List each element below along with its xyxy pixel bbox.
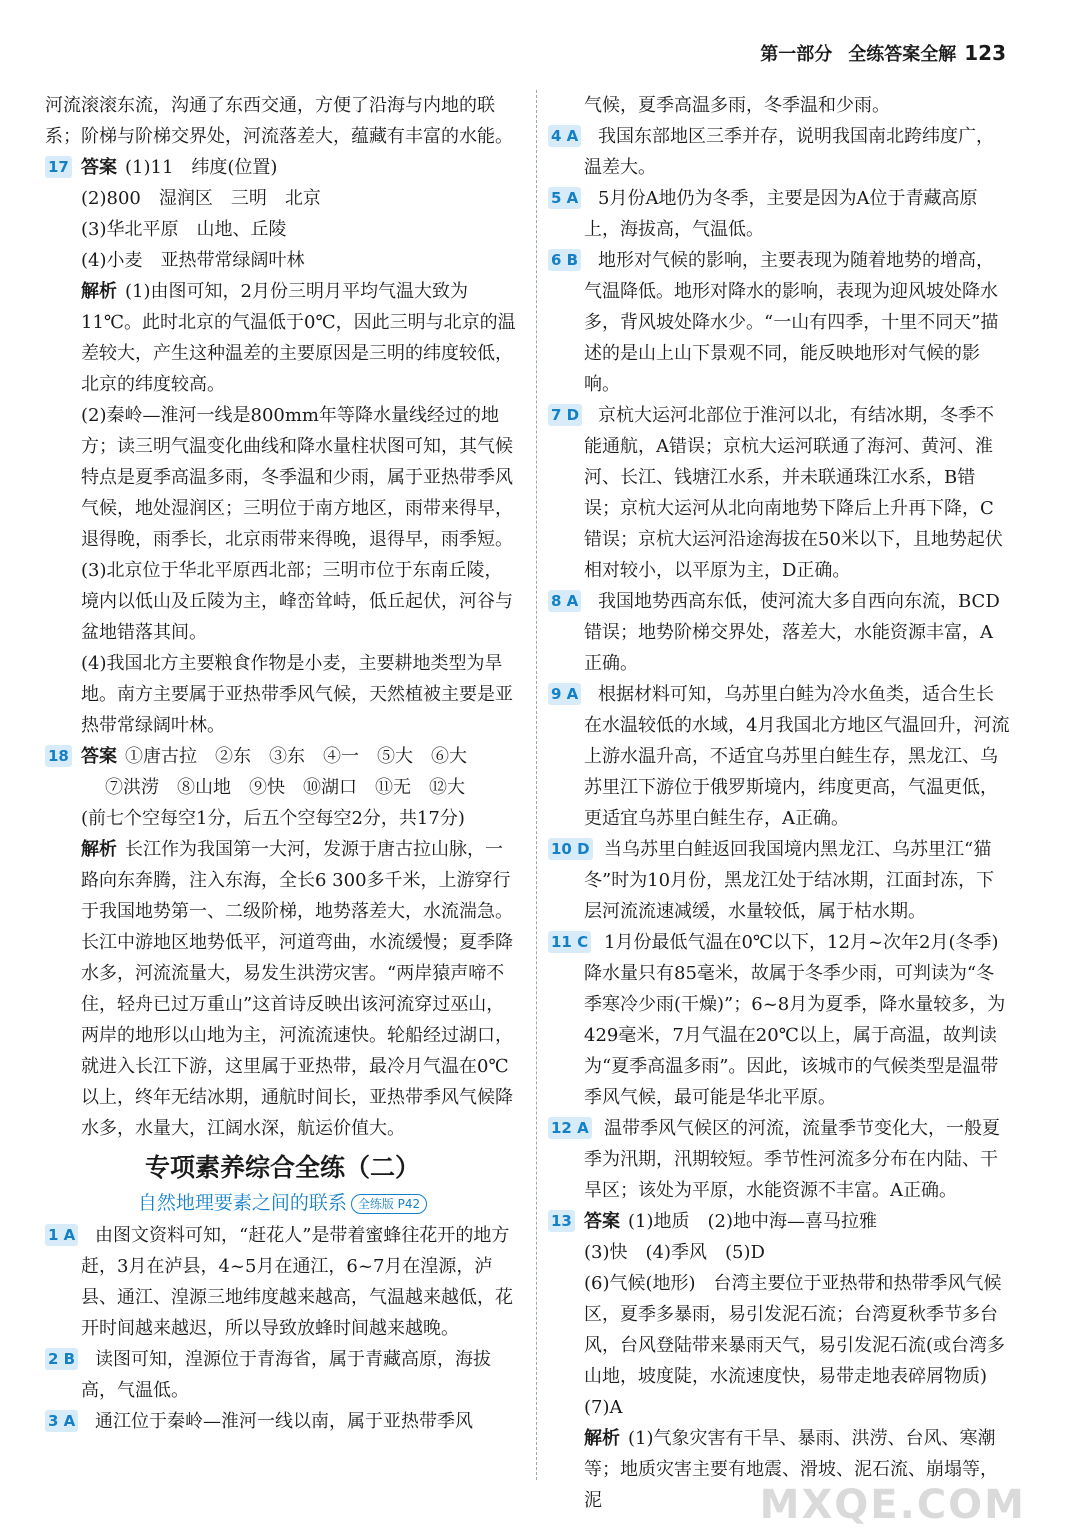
question-text: 通江位于秦岭—淮河一线以南，属于亚热带季风: [95, 1411, 473, 1432]
answer-line: (6)气候(地形) 台湾主要位于亚热带和热带季风气候区，夏季多暴雨，易引发泥石流；台湾夏秋季节多台风，台风登陆带来暴雨天气，易引发泥石流(或台湾多山地，坡度陡，水流速度快，易带走地表碎屑物质): [584, 1273, 1006, 1387]
question-number: 12 A: [548, 1117, 592, 1139]
question-number: 9 A: [548, 683, 581, 705]
question-9: [548, 679, 1010, 834]
question-text: 京杭大运河北部位于淮河以北，有结冰期，冬季不能通航，A错误；京杭大运河联通了海河、黄河、淮河、长江、钱塘江水系，并未联通珠江水系，B错误；京杭大运河从北向南地势下降后上升再下降，C错误；京杭大运河沿途海拔在50米以下，且地势起伏相对较小，以平原为主，D正确。: [584, 405, 1003, 581]
answer-line: (1)11 纬度(位置): [125, 157, 278, 178]
question-5: [548, 183, 1010, 245]
answer-letter: D: [577, 840, 590, 858]
score-note: (前七个空每空1分，后五个空每空2分，共17分): [81, 808, 465, 829]
question-17: [45, 152, 520, 741]
question-7: [548, 400, 1010, 586]
question-10: [548, 834, 1010, 927]
answer-line: (3)华北平原 山地、丘陵: [81, 219, 287, 240]
header-part: 第一部分: [760, 44, 833, 65]
answer-line: (7)A: [584, 1397, 623, 1418]
question-text: 读图可知，湟源位于青海省，属于青藏高原，海拔高，气温低。: [81, 1349, 491, 1401]
answer-letter: C: [577, 933, 589, 951]
analysis-text: (2)秦岭—淮河一线是800mm年等降水量线经过的地方；读三明气温变化曲线和降水量柱状图可知，其气候特点是夏季高温多雨，冬季温和少雨，属于亚热带季风气候，地处湿润区；三明位于南方地区，雨带来得早，退得晚，雨季长，北京雨带来得晚，退得早，雨季短。: [81, 405, 513, 550]
left-column: [45, 90, 520, 1437]
question-text: 当乌苏里白鲑返回我国境内黑龙江、乌苏里江“猫冬”时为10月份，黑龙江处于结冰期，江面封冻，下层河流流速减缓，水量较低，属于枯水期。: [584, 839, 995, 922]
page-header: [760, 40, 1006, 66]
question-number: 6 B: [548, 249, 581, 271]
question-number: 10 D: [548, 838, 593, 860]
question-text: 5月份A地仍为冬季，主要是因为A位于青藏高原上，海拔高，气温低。: [584, 188, 978, 240]
answer-letter: A: [63, 1412, 76, 1430]
question-text: 我国地势西高东低，使河流大多自西向东流，BCD错误；地势阶梯交界处，落差大，水能资源丰富，A正确。: [584, 591, 1000, 674]
answer-letter: D: [566, 406, 580, 424]
question-number: 4 A: [548, 125, 581, 147]
question-4: [548, 121, 1010, 183]
question-number: 7 D: [548, 404, 582, 426]
answer-line: ⑦洪涝 ⑧山地 ⑨快 ⑩湖口 ⑪无 ⑫大: [105, 777, 465, 798]
question-6: [548, 245, 1010, 400]
answer-letter: A: [63, 1226, 76, 1244]
answer-letter: A: [577, 1119, 589, 1137]
analysis-text: (1)气象灾害有干旱、暴雨、洪涝、台风、寒潮等；地质灾害主要有地震、滑坡、泥石流、崩塌等，泥: [584, 1428, 998, 1511]
header-book: 全练答案全解: [848, 44, 957, 65]
continued-text: 气候，夏季高温多雨，冬季温和少雨。: [584, 95, 890, 116]
question-number: 8 A: [548, 590, 581, 612]
question-2: [45, 1344, 520, 1406]
question-number: 2 B: [45, 1348, 78, 1370]
question-text: 我国东部地区三季并存，说明我国南北跨纬度广，温差大。: [584, 126, 994, 178]
question-11: [548, 927, 1010, 1113]
question-number: 1 A: [45, 1224, 78, 1246]
question-text: 温带季风气候区的河流，流量季节变化大，一般夏季为汛期，汛期较短。季节性河流多分布在内陆、干旱区；该处为平原，水能资源不丰富。A正确。: [584, 1118, 1000, 1201]
question-text: 地形对气候的影响，主要表现为随着地势的增高，气温降低。地形对降水的影响，表现为迎风坡处降水多，背风坡处降水少。“一山有四季，十里不同天”描述的是山上山下景观不同，能反映地形对气候的影响。: [584, 250, 999, 395]
right-column: [548, 90, 1010, 1516]
analysis-text: (4)我国北方主要粮食作物是小麦，主要耕地类型为旱地。南方主要属于亚热带季风气候，天然植被主要是亚热带常绿阔叶林。: [81, 653, 513, 736]
section-subtitle-text: 自然地理要素之间的联系: [137, 1192, 347, 1214]
question-number: 13: [548, 1210, 575, 1232]
question-text: 根据材料可知，乌苏里白鲑为冷水鱼类，适合生长在水温较低的水域，4月我国北方地区气温回升，河流上游水温升高，不适宜乌苏里白鲑生存，黑龙江、乌苏里江下游位于俄罗斯境内，纬度更高，气温更低，更适宜乌苏里白鲑生存，A正确。: [584, 684, 1010, 829]
answer-letter: A: [566, 127, 579, 145]
answer-line: (3)快 (4)季风 (5)D: [584, 1242, 765, 1263]
answer-line: (1)地质 (2)地中海—喜马拉雅: [628, 1211, 877, 1232]
page-number: 123: [964, 41, 1006, 65]
analysis-tag: 解析: [584, 1428, 620, 1449]
answer-letter: B: [566, 251, 579, 269]
answer-letter: B: [63, 1350, 76, 1368]
answer-tag: 答案: [584, 1211, 620, 1232]
column-divider: [536, 90, 537, 1480]
question-18: [45, 741, 520, 1144]
analysis-text: 长江作为我国第一大河，发源于唐古拉山脉，一路向东奔腾，注入东海，全长6 300多千米，上游穿行于我国地势第一、二级阶梯，地势落差大，水流湍急。长江中游地区地势低平，河道弯曲，水流缓慢；夏季降水多，河流流量大，易发生洪涝灾害。“两岸猿声啼不住，轻舟已过万重山”这首诗反映出该河流穿过巫山，两岸的地形以山地为主，河流流速快。轮船经过湖口，就进入长江下游，这里属于亚热带，最冷月气温在0℃以上，终年无结冰期，通航时间长，亚热带季风气候降水多，水量大，江阔水深，航运价值大。: [81, 839, 513, 1139]
page-ref-badge: 全练版 P42: [351, 1194, 427, 1214]
analysis-text: (1)由图可知，2月份三明月平均气温大致为11℃。此时北京的气温低于0℃，因此三明与北京的温差较大，产生这种温差的主要原因是三明的纬度较低，北京的纬度较高。: [81, 281, 516, 395]
question-number: 18: [45, 745, 72, 767]
question-text: 1月份最低气温在0℃以下，12月~次年2月(冬季)降水量只有85毫米，故属于冬季少雨，可判读为“冬季寒冷少雨(干燥)”；6~8月为夏季，降水量较多，为429毫米，7月气温在20℃以上，属于高温，故判读为“夏季高温多雨”。因此，该城市的气候类型是温带季风气候，最可能是华北平原。: [584, 932, 1006, 1108]
analysis-text: (3)北京位于华北平原西北部；三明市位于东南丘陵，境内以低山及丘陵为主，峰峦耸峙，低丘起伏，河谷与盆地错落其间。: [81, 560, 513, 643]
question-number: 11 C: [548, 931, 591, 953]
intro-paragraph: 河流滚滚东流，沟通了东西交通，方便了沿海与内地的联系；阶梯与阶梯交界处，河流落差大，蕴藏有丰富的水能。: [45, 95, 513, 147]
answer-tag: 答案: [81, 746, 117, 767]
answer-tag: 答案: [81, 157, 117, 178]
answer-line: ①唐古拉 ②东 ③东 ④一 ⑤大 ⑥大: [125, 746, 467, 767]
analysis-tag: 解析: [81, 281, 117, 302]
question-number: 5 A: [548, 187, 581, 209]
analysis-tag: 解析: [81, 839, 117, 860]
answer-letter: A: [566, 592, 579, 610]
question-number: 3 A: [45, 1410, 78, 1432]
question-3: [45, 1406, 520, 1437]
section-subtitle: [45, 1188, 520, 1218]
section-title: 专项素养综合全练（二）: [144, 1153, 420, 1182]
question-12: [548, 1113, 1010, 1206]
answer-letter: A: [566, 685, 579, 703]
watermark: MXQE.COM: [759, 1482, 1026, 1528]
question-text: 由图文资料可知，“赶花人”是带着蜜蜂往花开的地方赶，3月在泸县，4~5月在通江，6~7月在湟源，泸县、通江、湟源三地纬度越来越高，气温越来越低，花开时间越来越迟，所以导致放蜂时间越来越晚。: [81, 1225, 513, 1339]
answer-line: (4)小麦 亚热带常绿阔叶林: [81, 250, 305, 271]
question-13: [548, 1206, 1010, 1516]
question-1: [45, 1220, 520, 1344]
question-number: 17: [45, 156, 72, 178]
answer-letter: A: [566, 189, 579, 207]
question-8: [548, 586, 1010, 679]
answer-line: (2)800 湿润区 三明 北京: [81, 188, 321, 209]
